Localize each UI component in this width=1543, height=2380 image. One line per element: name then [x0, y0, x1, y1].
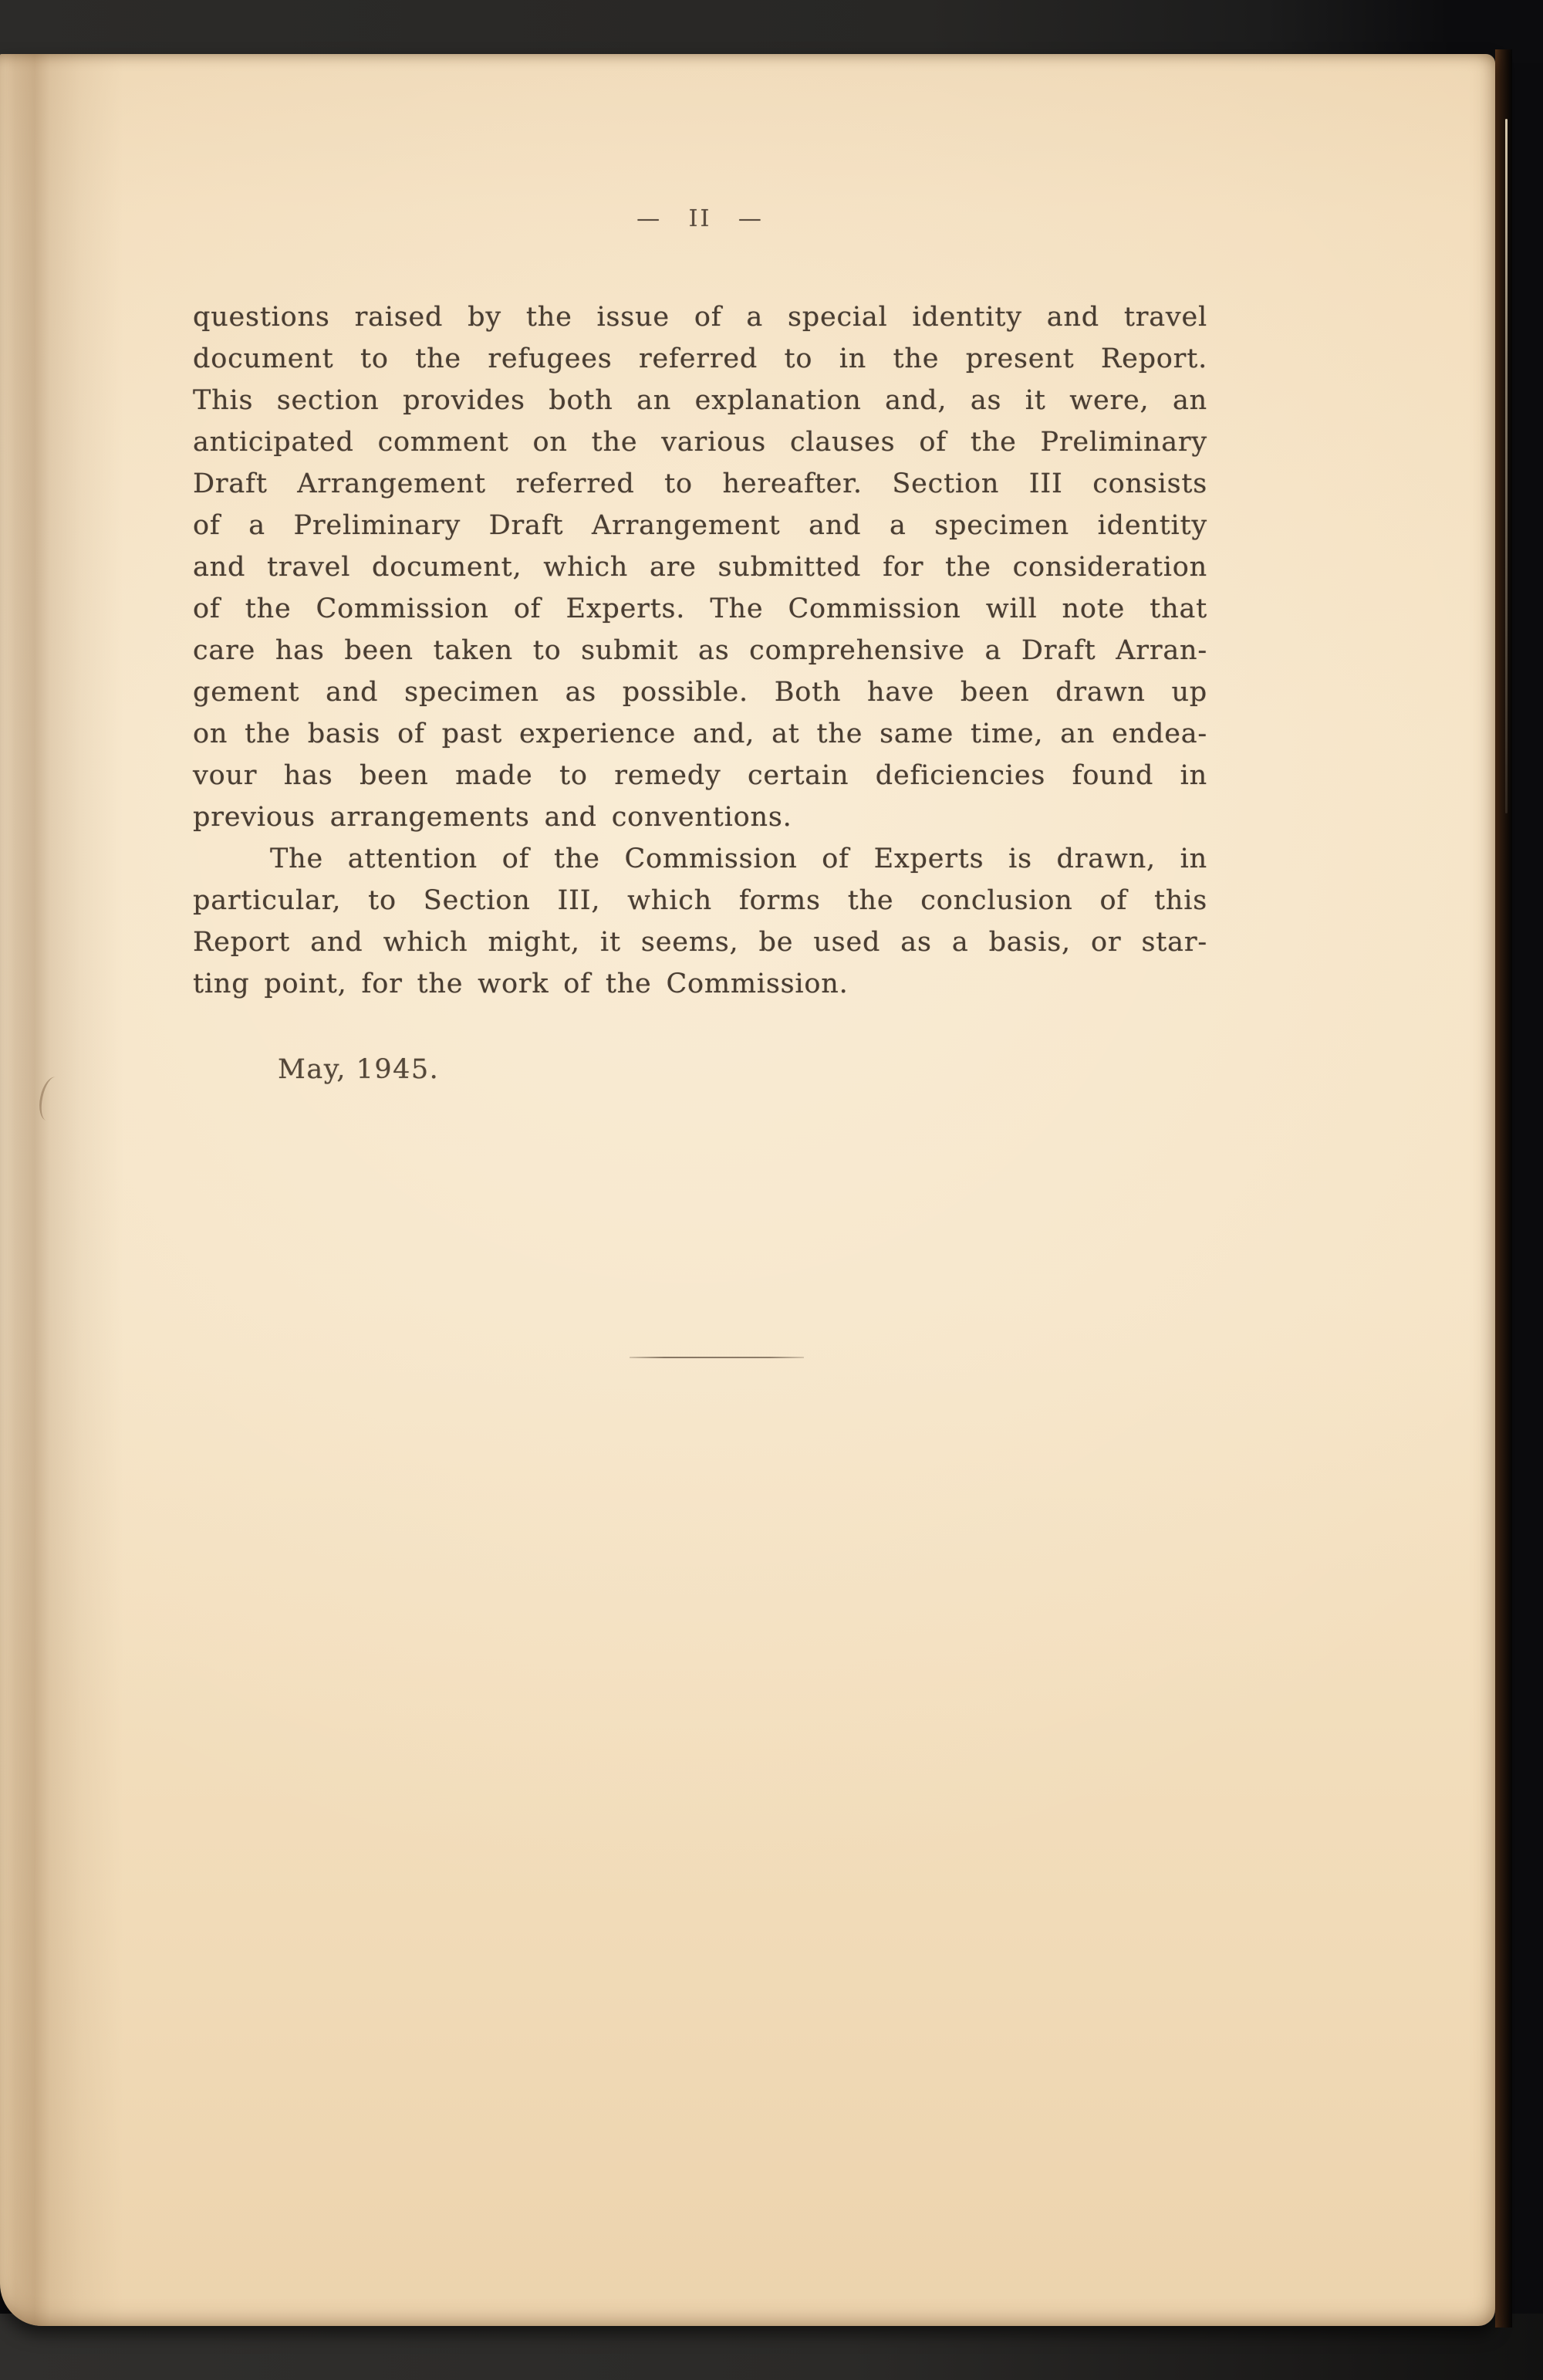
text-line: care has been taken to submit as comprehensive a Draft Arran- — [193, 635, 1207, 666]
text-line: previous arrangements and conventions. — [193, 802, 792, 833]
text-line: ting point, for the work of the Commission. — [193, 969, 849, 999]
separator-rule — [630, 1357, 804, 1358]
text-line: on the basis of past experience and, at the same time, an endea- — [193, 718, 1207, 749]
page-number: — II — — [636, 205, 764, 232]
text-line: particular, to Section III, which forms the conclusion of this — [193, 885, 1207, 916]
text-line: vour has been made to remedy certain deficiencies found in — [193, 760, 1207, 791]
gutter-shadow — [0, 54, 123, 2326]
text-line: of the Commission of Experts. The Commission will note that — [193, 593, 1207, 624]
text-line: of a Preliminary Draft Arrangement and a specimen identity — [193, 510, 1207, 541]
text-line: Report and which might, it seems, be used as a basis, or star- — [193, 927, 1207, 958]
text-line: gement and specimen as possible. Both have been drawn up — [193, 677, 1207, 708]
text-line: This section provides both an explanation and, as it were, an — [193, 385, 1207, 416]
text-line: and travel document, which are submitted for the consideration — [193, 552, 1207, 583]
text-line: questions raised by the issue of a special identity and travel — [193, 302, 1207, 333]
page-stack-edges — [1495, 49, 1512, 2328]
body-text — [193, 296, 1207, 1005]
page-edge-highlight — [1505, 119, 1508, 813]
text-line: The attention of the Commission of Experts is drawn, in — [270, 843, 1207, 874]
text-line: Draft Arrangement referred to hereafter. Section III consists — [193, 468, 1207, 499]
dateline: May, 1945. — [278, 1054, 440, 1085]
text-line: document to the refugees referred to in the present Report. — [193, 343, 1207, 374]
text-line: anticipated comment on the various clauses of the Preliminary — [193, 427, 1207, 458]
book-page — [0, 54, 1495, 2326]
